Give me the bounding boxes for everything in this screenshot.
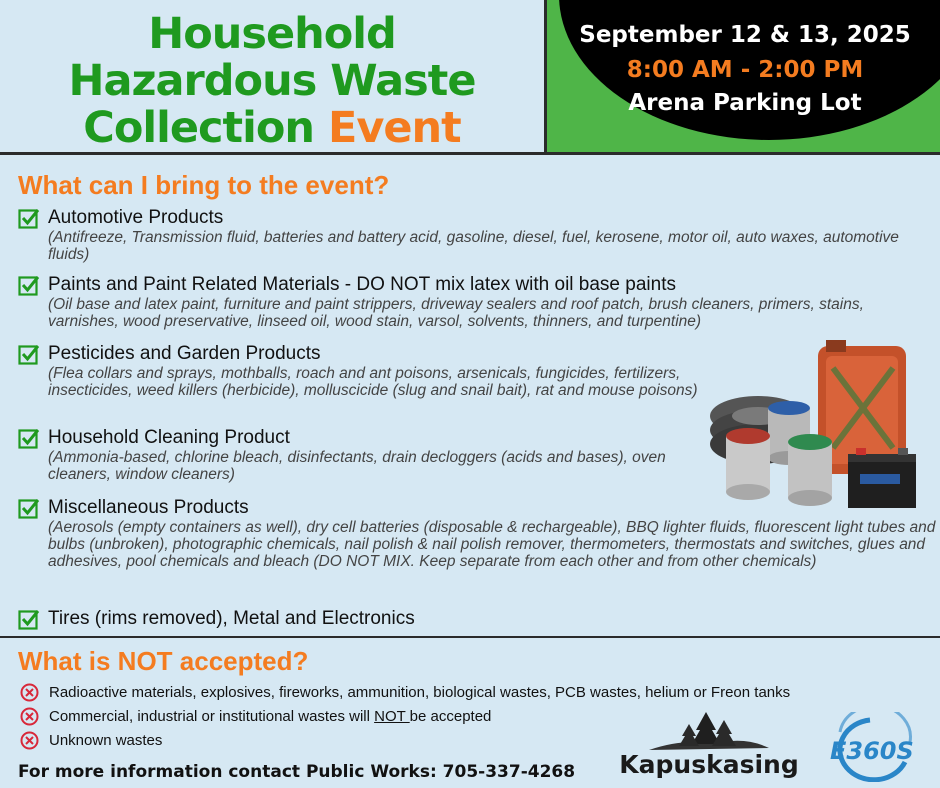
e360s-logo xyxy=(810,712,930,782)
not-accepted-heading: What is NOT accepted? xyxy=(18,646,309,676)
checkbox-checked-icon xyxy=(18,427,40,449)
circle-x-icon xyxy=(20,707,39,726)
item-description: (Oil base and latex paint, furniture and paint strippers, driveway sealers and roof patch, brush cleaners, primers, stains, varnishes, wood preservative, linseed oil, wood stain, varsol, solvents, thinners, and turpentine) xyxy=(48,296,864,330)
kapuskasing-wordmark: Kapuskasing xyxy=(619,750,799,779)
label-part: be accepted xyxy=(409,708,492,725)
item-label: Tires (rims removed), Metal and Electronics xyxy=(48,608,415,629)
title-line-2: Hazardous Waste xyxy=(68,56,476,106)
event-date: September 12 & 13, 2025 xyxy=(579,22,911,48)
accepted-heading: What can I bring to the event? xyxy=(18,170,390,200)
not-accepted-label: Unknown wastes xyxy=(49,732,163,749)
title-line-1: Household xyxy=(148,9,396,59)
header xyxy=(0,0,940,155)
item-description: (Ammonia-based, chlorine bleach, disinfectants, drain decloggers (acids and bases), oven cleaners, window cleaners) xyxy=(48,449,666,483)
checkbox-checked-icon xyxy=(18,497,40,519)
not-accepted-label: Radioactive materials, explosives, fireworks, ammunition, biological wastes, PCB wastes, helium or Freon tanks xyxy=(49,684,791,701)
item-description: (Aerosols (empty containers as well), dry cell batteries (disposable & rechargeable), BBQ lighter fluids, fluorescent light tubes and bulbs (unbroken), photographic chemicals, nail polish & nail polish remover, thermometers, thermostats and switches, glues and adhesives, pool chemicals and bleach (DO NOT MIX. Keep separate from each other and from other chemicals) xyxy=(48,519,936,570)
circle-x-icon xyxy=(20,731,39,750)
item-label: Paints and Paint Related Materials - DO NOT mix latex with oil base paints xyxy=(48,274,676,295)
kapuskasing-logo xyxy=(614,710,804,785)
event-location: Arena Parking Lot xyxy=(628,90,862,116)
label-not-underlined: NOT xyxy=(374,708,410,725)
item-label: Pesticides and Garden Products xyxy=(48,343,321,364)
checkbox-checked-icon xyxy=(18,207,40,229)
item-label: Household Cleaning Product xyxy=(48,427,290,448)
contact-info: For more information contact Public Works: 705-337-4268 xyxy=(18,762,576,782)
title-collection: Collection xyxy=(83,103,314,153)
circle-x-icon xyxy=(20,683,39,702)
checkbox-checked-icon xyxy=(18,274,40,296)
date-box xyxy=(544,0,940,152)
item-description: (Antifreeze, Transmission fluid, batteries and battery acid, gasoline, diesel, fuel, kerosene, motor oil, auto waxes, automotive fluids) xyxy=(48,229,899,263)
item-description: (Flea collars and sprays, mothballs, roach and ant poisons, arsenicals, fungicides, fertilizers, insecticides, weed killers (herbicide), molluscicide (slug and snail bait), rat and mouse poisons) xyxy=(48,365,698,399)
checkbox-checked-icon xyxy=(18,608,40,630)
title-line-3 xyxy=(0,104,544,152)
label-part: Commercial, industrial or institutional wastes will xyxy=(49,708,375,725)
item-label: Miscellaneous Products xyxy=(48,497,249,518)
title-event: Event xyxy=(327,103,461,153)
pine-trees-icon xyxy=(644,710,774,752)
section-divider xyxy=(0,636,940,638)
hazardous-waste-illustration xyxy=(708,338,923,513)
e360s-wordmark: E360S xyxy=(830,737,914,765)
item-label: Automotive Products xyxy=(48,207,224,228)
title-box xyxy=(0,0,544,152)
event-time: 8:00 AM - 2:00 PM xyxy=(626,57,864,83)
not-accepted-label xyxy=(49,708,491,725)
checkbox-checked-icon xyxy=(18,343,40,365)
